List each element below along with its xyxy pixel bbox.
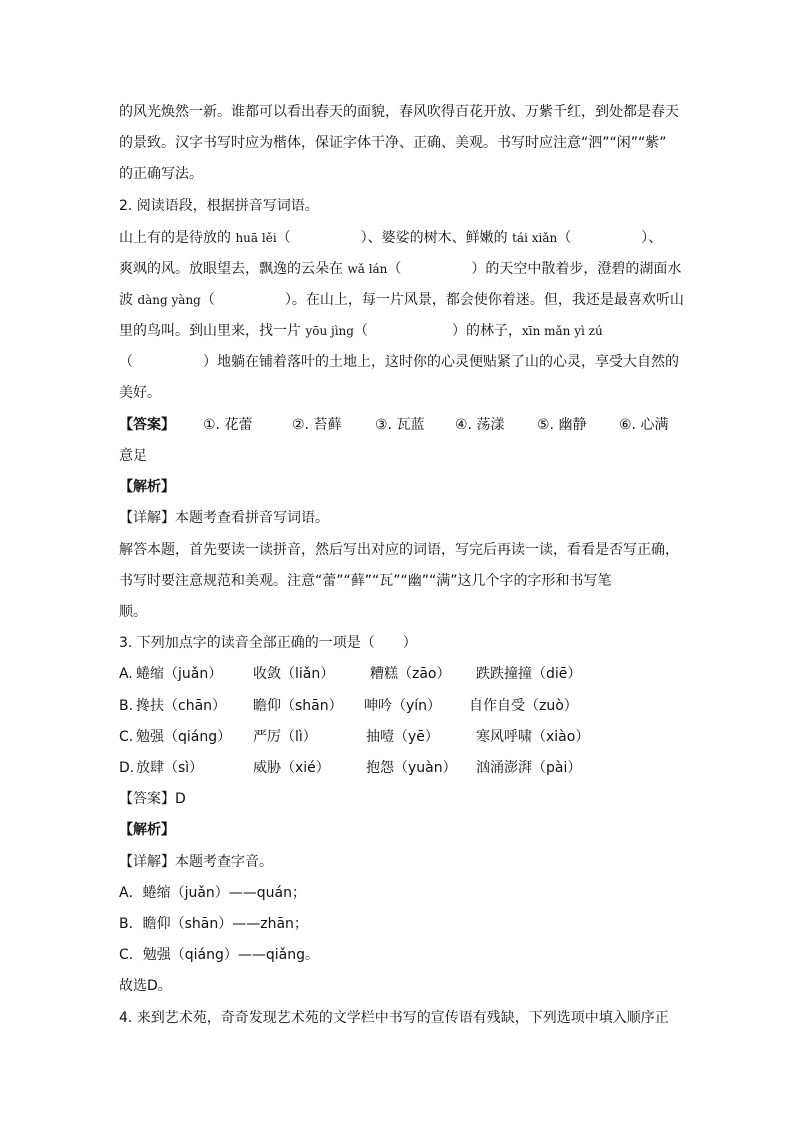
q4-title: 4. 来到艺术苑，奇奇发现艺术苑的文学栏中书写的宣传语有残缺，下列选项中填入顺序正	[119, 1010, 669, 1026]
intro-line-1: 的风光焕然一新。谁都可以看出春天的面貌，春风吹得百花开放、万紫千红，到处都是春天	[119, 104, 679, 120]
option-item: 蜷缩（juǎn）	[136, 666, 223, 682]
option-item: 跌跌撞撞（diē）	[476, 666, 582, 682]
option-item: 勉强（qiáng）	[136, 729, 232, 745]
q3-title: 3. 下列加点字的读音全部正确的一项是（ ）	[119, 635, 417, 651]
q2-passage-line-1: 山上有的是待放的 huā lěi（ ）、婆娑的树木、鲜嫩的 tái xiǎn（ ）、	[119, 230, 663, 246]
q2-detail: 【详解】本题考查看拼音写词语。	[119, 510, 329, 526]
q2-title: 2. 阅读语段，根据拼音写词语。	[119, 198, 319, 214]
option-label: D.	[119, 760, 135, 776]
option-item: 自作自受（zuò）	[469, 698, 578, 714]
q2-passage-line-5: （ ）地躺在铺着落叶的土地上，这时你的心灵便贴紧了山的心灵，享受大自然的	[119, 354, 679, 370]
answer-label: 【答案】	[119, 417, 175, 433]
answer-item: ④. 荡漾	[455, 417, 505, 433]
answer-item: ⑥. 心满	[619, 417, 669, 433]
option-label: A.	[119, 666, 133, 682]
option-item: 寒风呼啸（xiào）	[476, 729, 590, 745]
answer-item: ③. 瓦蓝	[375, 417, 425, 433]
q3-correction-c: C．勉强（qiáng）——qiǎng。	[119, 947, 320, 963]
option-item: 严厉（lì）	[253, 729, 317, 745]
q2-explain-line-3: 顺。	[119, 604, 147, 620]
option-item: 呻吟（yín）	[364, 698, 442, 714]
q2-passage-line-2: 爽飒的风。放眼望去，飘逸的云朵在 wǎ lán（ ）的天空中散着步，澄碧的湖面水	[119, 261, 682, 277]
option-item: 糟糕（zāo）	[370, 666, 451, 682]
q3-detail: 【详解】本题考查字音。	[119, 854, 273, 870]
option-item: 抱怨（yuàn）	[366, 760, 457, 776]
q2-analysis-label: 【解析】	[119, 479, 175, 495]
q3-correction-a: A．蜷缩（juǎn）——quán；	[119, 885, 307, 901]
pinyin: dàng yàng	[137, 293, 201, 307]
intro-line-3: 的正确写法。	[119, 166, 203, 182]
pinyin: wǎ lán	[347, 262, 388, 276]
q2-passage-line-6: 美好。	[119, 385, 161, 401]
pinyin: xīn mǎn yì zú	[521, 324, 603, 338]
option-item: 抽噎（yē）	[366, 729, 439, 745]
answer-item: ②. 苔藓	[292, 417, 342, 433]
q3-answer: 【答案】D	[119, 791, 186, 807]
answer-item: ①. 花蕾	[203, 417, 253, 433]
option-label: C.	[119, 729, 134, 745]
option-item: 瞻仰（shān）	[253, 698, 343, 714]
q3-correction-b: B．瞻仰（shān）——zhān；	[119, 916, 308, 932]
q3-analysis-label: 【解析】	[119, 822, 175, 838]
pinyin: tái xiǎn	[512, 231, 558, 245]
pinyin: yōu jìng	[305, 324, 354, 338]
q2-answer-tail: 意足	[119, 448, 147, 464]
option-label: B.	[119, 698, 134, 714]
q3-conclusion: 故选D。	[119, 978, 172, 994]
option-item: 搀扶（chān）	[136, 698, 227, 714]
option-item: 放肆（sì）	[136, 760, 204, 776]
q2-passage-line-3: 波 dàng yàng（ ）。在山上，每一片风景，都会使你着迷。但，我还是最喜欢听山	[119, 292, 684, 308]
answer-item: ⑤. 幽静	[537, 417, 587, 433]
option-item: 威胁（xié）	[253, 760, 330, 776]
intro-line-2: 的景致。汉字书写时应为楷体，保证字体干净、正确、美观。书写时应注意“泗”“闲”“紫”	[119, 135, 667, 151]
q2-explain-line-2: 书写时要注意规范和美观。注意“蕾”“藓”“瓦”“幽”“满”这几个字的字形和书写笔	[119, 573, 612, 589]
q2-explain-line-1: 解答本题，首先要读一读拼音，然后写出对应的词语，写完后再读一读，看看是否写正确，	[119, 542, 679, 558]
option-item: 收敛（liǎn）	[253, 666, 335, 682]
pinyin: huā lěi	[235, 231, 277, 245]
q2-passage-line-4: 里的鸟叫。到山里来，找一片 yōu jìng（ ）的林子，xīn mǎn yì zú	[119, 323, 603, 339]
option-item: 汹涌澎湃（pài）	[476, 760, 582, 776]
